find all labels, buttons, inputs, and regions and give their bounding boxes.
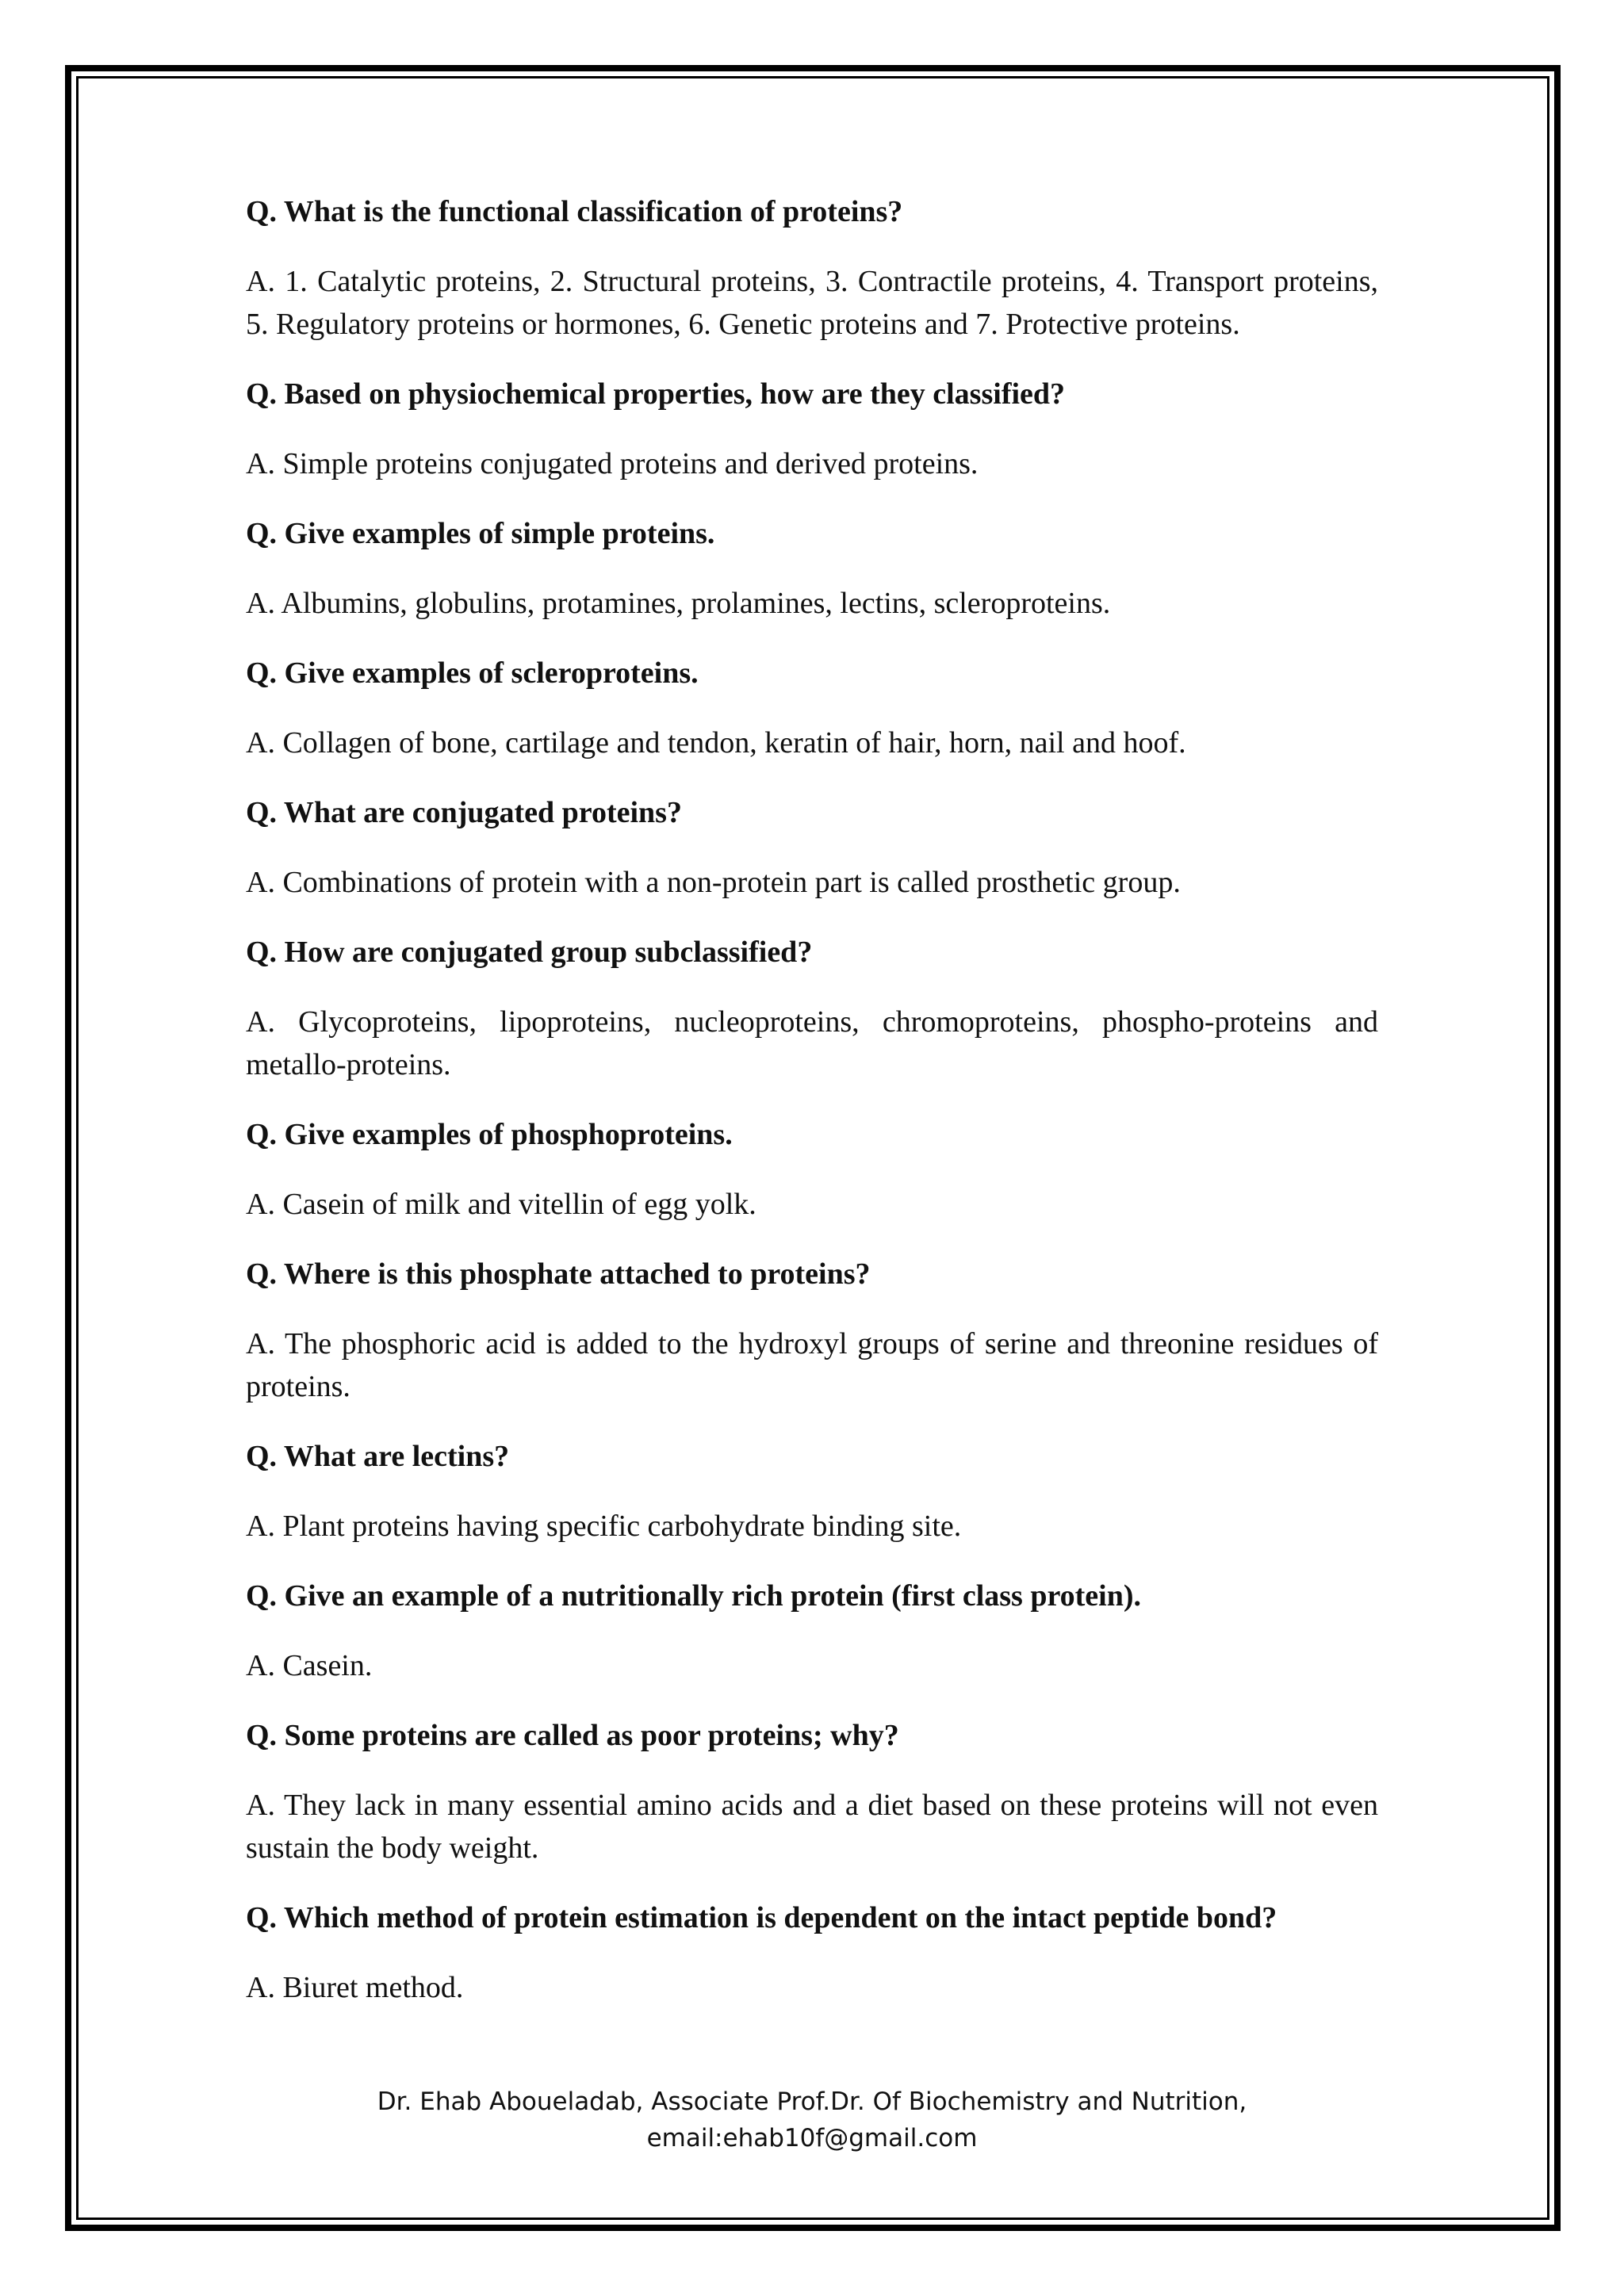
question: Q. Some proteins are called as poor proteins; why? (246, 1719, 899, 1752)
answer: A. Combinations of protein with a non-protein part is called prosthetic group. (246, 866, 1181, 899)
footer-author: Dr. Ehab Aboueladab, Associate Prof.Dr. Of Biochemistry and Nutrition, (377, 2087, 1247, 2116)
answer: A. 1. Catalytic proteins, 2. Structural proteins, 3. Contractile proteins, 4. Transport proteins, 5. Regulatory proteins or hormones, 6. Genetic proteins and 7. Protective proteins. (246, 265, 1378, 341)
qa-item (246, 1896, 1378, 2009)
answer: A. The phosphoric acid is added to the hydroxyl groups of serine and threonine residues of proteins. (246, 1327, 1378, 1403)
question: Q. Which method of protein estimation is dependent on the intact peptide bond? (246, 1901, 1277, 1934)
question: Q. What are lectins? (246, 1440, 510, 1473)
question: Q. Give examples of scleroproteins. (246, 656, 699, 690)
footer-email: email:ehab10f@gmail.com (646, 2124, 978, 2152)
answer: A. Biuret method. (246, 1971, 464, 2004)
question: Q. Based on physiochemical properties, how are they classified? (246, 377, 1066, 411)
qa-item (246, 512, 1378, 625)
qa-item (246, 1714, 1378, 1869)
answer: A. Casein of milk and vitellin of egg yolk. (246, 1188, 756, 1221)
answer: A. They lack in many essential amino acids and a diet based on these proteins will not even sustain the body weight. (246, 1789, 1378, 1865)
answer: A. Casein. (246, 1649, 373, 1682)
page-footer (0, 2084, 1624, 2156)
question: Q. Where is this phosphate attached to proteins? (246, 1257, 871, 1291)
question: Q. Give examples of simple proteins. (246, 517, 715, 550)
qa-content (246, 190, 1378, 2036)
question: Q. Give an example of a nutritionally rich protein (first class protein). (246, 1579, 1142, 1613)
qa-item (246, 1575, 1378, 1687)
qa-item (246, 1113, 1378, 1226)
qa-item (246, 1435, 1378, 1548)
qa-item (246, 373, 1378, 485)
qa-item (246, 1253, 1378, 1408)
answer: A. Plant proteins having specific carbohydrate binding site. (246, 1510, 962, 1543)
answer: A. Simple proteins conjugated proteins and derived proteins. (246, 447, 979, 480)
answer: A. Collagen of bone, cartilage and tendon, keratin of hair, horn, nail and hoof. (246, 726, 1186, 760)
answer: A. Glycoproteins, lipoproteins, nucleoproteins, chromoproteins, phospho-proteins and metallo-proteins. (246, 1005, 1378, 1081)
question: Q. Give examples of phosphoproteins. (246, 1118, 733, 1151)
qa-item (246, 190, 1378, 346)
qa-item (246, 931, 1378, 1086)
qa-item (246, 652, 1378, 764)
question: Q. What are conjugated proteins? (246, 796, 682, 829)
question: Q. How are conjugated group subclassified? (246, 936, 813, 969)
question: Q. What is the functional classification of proteins? (246, 195, 903, 228)
answer: A. Albumins, globulins, protamines, prolamines, lectins, scleroproteins. (246, 587, 1111, 620)
qa-item (246, 791, 1378, 904)
